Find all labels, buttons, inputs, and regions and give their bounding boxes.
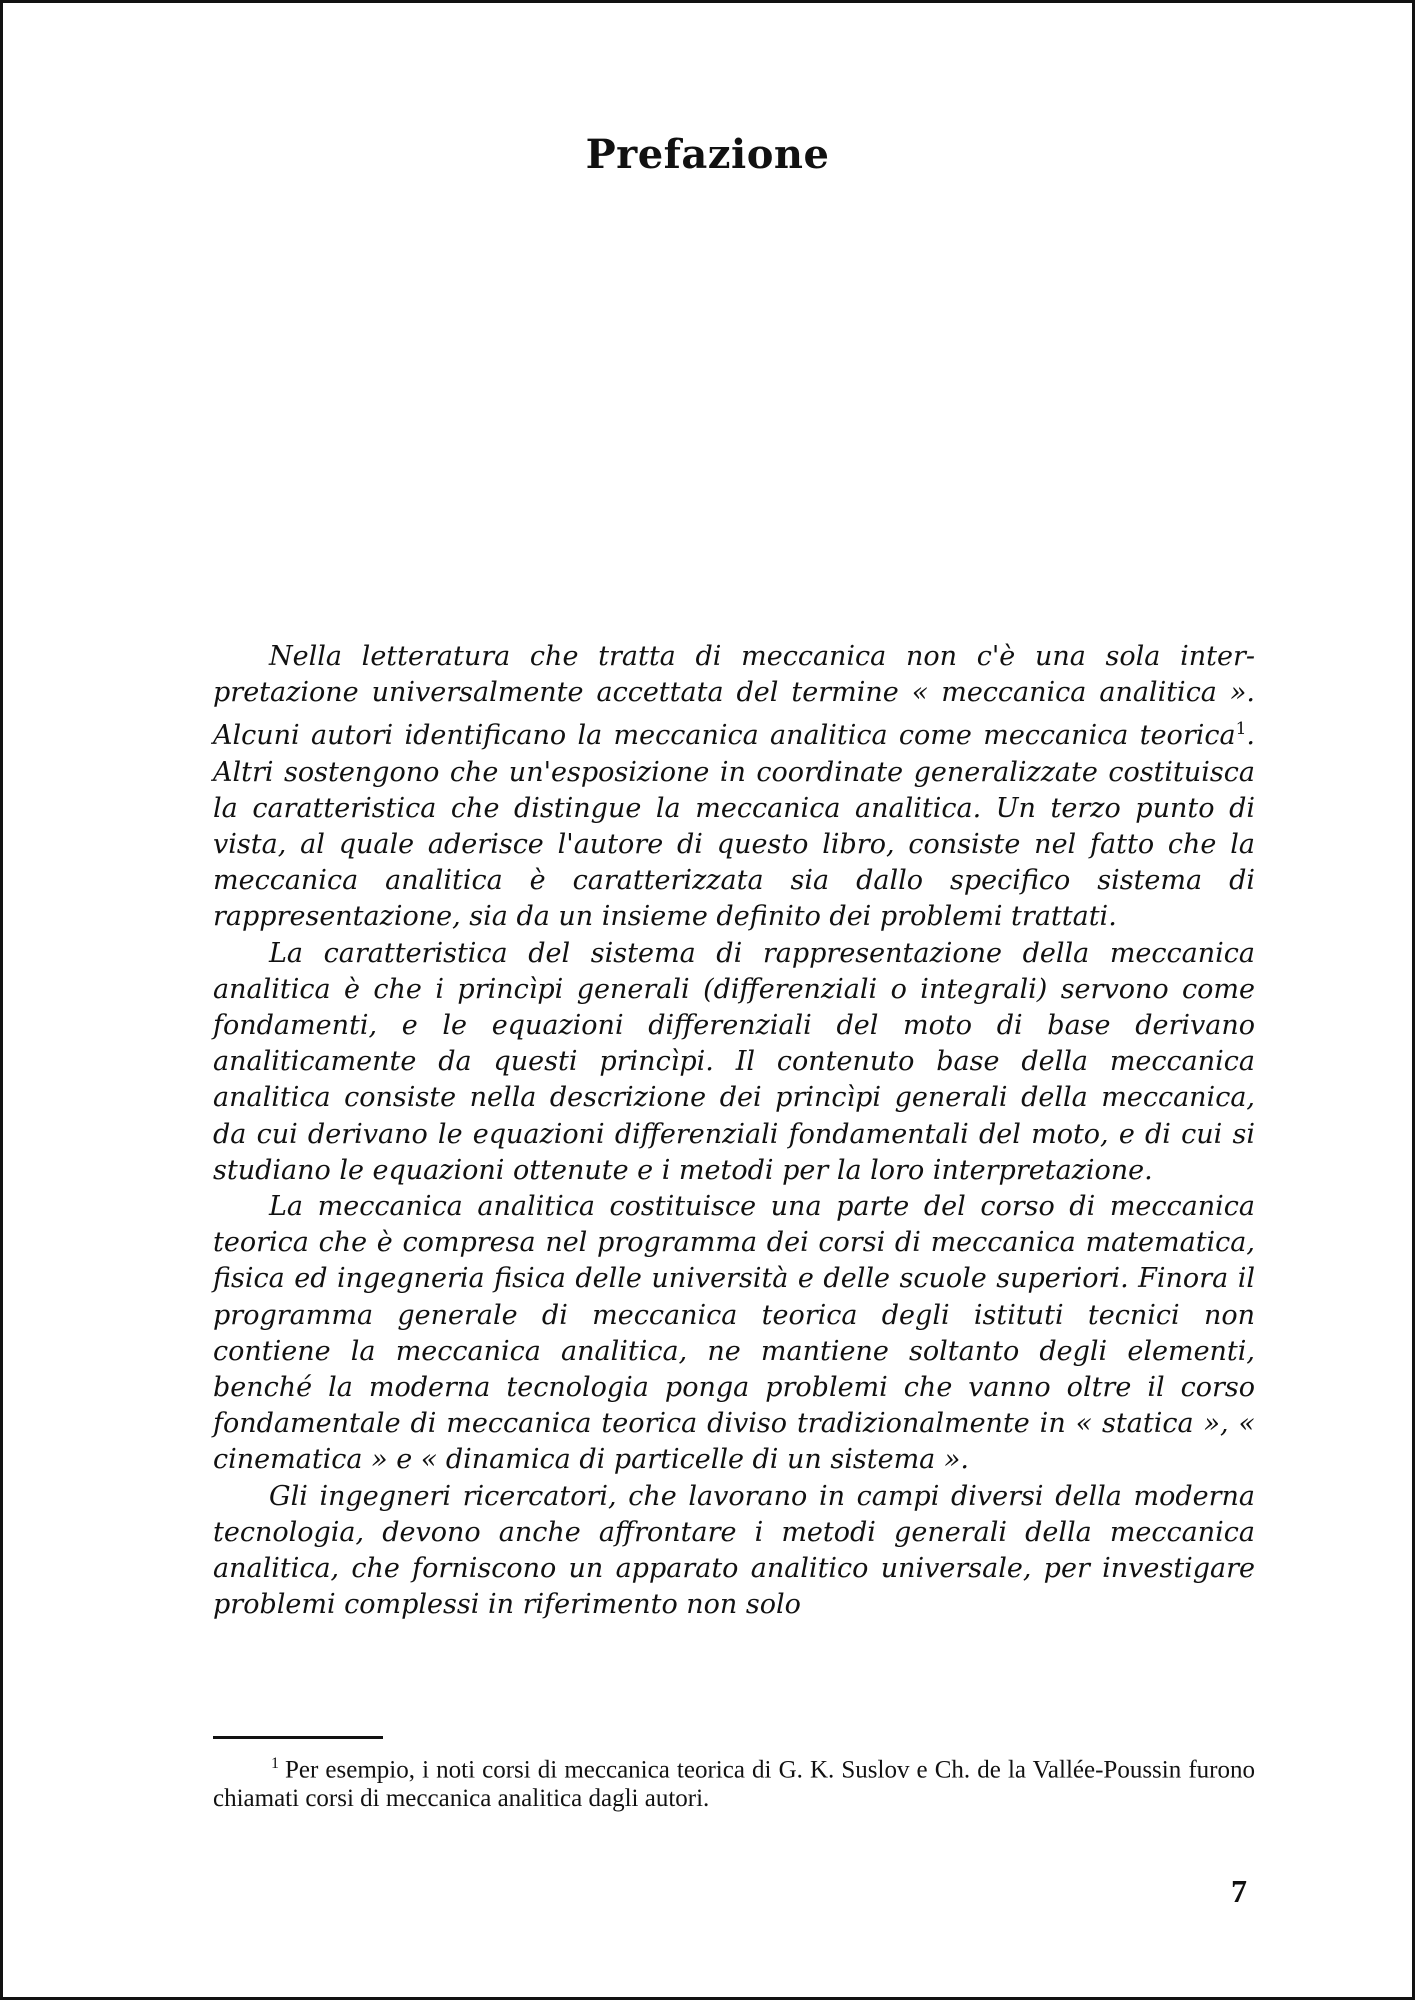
footnote	[213, 1750, 1255, 1813]
paragraph-2: La caratteristica del sistema di rappresentazione della meccanica analitica è che i princìpi generali (differenziali o integrali) servono come fondamenti, e le equazioni differenziali del moto di base derivano analiticamente da questi princìpi. Il contenuto base della meccanica analitica consiste nella descrizione dei princìpi generali della meccanica, da cui derivano le equazioni differenziali fondamentali del moto, e di cui si studiano le equazioni ottenute e i metodi per la loro interpretazione.	[213, 937, 1255, 1186]
page-number: 7	[1231, 1873, 1247, 1909]
footnote-text: Per esempio, i noti corsi di meccanica teorica di G. K. Suslov e Ch. de la Vallée-Poussin furono chiamati corsi di meccanica analitica dagli autori.	[213, 1756, 1255, 1812]
footnote-divider	[213, 1736, 383, 1739]
footnote-reference[interactable]: 1	[1235, 719, 1247, 740]
paragraph-1-text-b: . Altri sostengono che un'esposizione in coordinate generalizzate costituisca la caratteristica che distingue la meccanica analitica. Un terzo punto di vista, al quale aderisce l'autore di questo libro, consiste nel fatto che la meccanica analitica è caratterizzata sia dallo specifico sistema di rappresentazione, sia da un insieme definito dei problemi trattati.	[213, 720, 1255, 933]
paragraph-1	[213, 639, 1255, 936]
paragraph-1-text-a: Nella letteratura che tratta di meccanica non c'è una sola interpretazione universalmente accettata del termine « meccanica analitica ». Alcuni autori identificano la meccanica analitica come meccanica teorica	[213, 641, 1255, 752]
footnote-mark: 1	[271, 1755, 279, 1772]
body-text	[213, 639, 1255, 1623]
paragraph-4: Gli ingegneri ricercatori, che lavorano in campi diversi della moderna tecnologia, devono anche affrontare i metodi generali della meccanica analitica, che forniscono un apparato analitico universale, per investigare problemi complessi in riferimento non solo	[213, 1480, 1255, 1621]
paragraph-3: La meccanica analitica costituisce una parte del corso di meccanica teorica che è compresa nel programma dei corsi di meccanica matematica, fisica ed ingegneria fisica delle università e delle scuole superiori. Finora il programma generale di meccanica teorica degli istituti tecnici non contiene la meccanica analitica, ne mantiene soltanto degli elementi, benché la moderna tecnologia ponga problemi che vanno oltre il corso fondamentale di meccanica teorica diviso tradizionalmente in « statica », « cinematica » e « dinamica di particelle di un sistema ».	[213, 1191, 1255, 1476]
page-title: Prefazione	[585, 131, 830, 178]
